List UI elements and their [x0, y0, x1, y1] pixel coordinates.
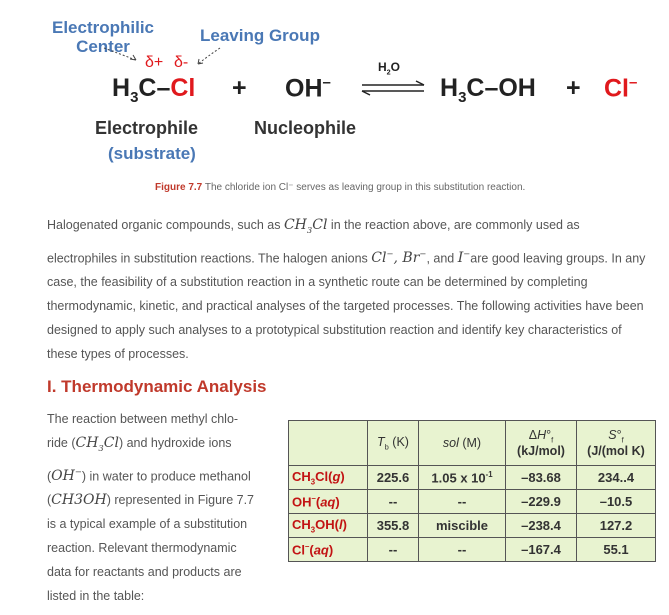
product-chloride: Cl– [604, 74, 638, 103]
species-ch3oh: $CH_3OH(l)$ [289, 514, 368, 538]
cell-sf: 127.2 [577, 514, 656, 538]
cell-tb: -- [368, 538, 419, 562]
section-text-4: ) represented in Figure 7.7 is a typical example of a substitution reaction. Relevant thermodynamic data for reactants and products are listed in the table: [47, 493, 254, 604]
section-text-1: The reaction between methyl chlo- ride ( [47, 412, 239, 450]
substrate-label: (substrate) [108, 144, 196, 163]
cell-sol: -- [419, 490, 506, 514]
section-text-2: ) and hydroxide ions ( [47, 436, 232, 484]
header-sol: sol (M) [419, 421, 506, 466]
plus-sign-2: + [566, 74, 581, 102]
cell-sol: 1.05 x $10^{-1}$ [419, 466, 506, 490]
reactant-hydroxide: OH– [285, 74, 331, 103]
thermodynamic-table [288, 420, 656, 562]
electrophilic-center-line1: Electrophilic [51, 18, 155, 37]
table-row [289, 514, 656, 538]
delta-minus: δ- [174, 54, 189, 71]
header-sf: $S^\circ_f$ (J/(mol K) [577, 421, 656, 466]
math-halogens: Cl−, Br− [371, 248, 427, 267]
cell-dhf: –83.68 [506, 466, 577, 490]
figure-label: Figure 7.7 [155, 182, 203, 193]
solvent-label: $H_2O$ [378, 60, 401, 77]
figure-caption [155, 182, 525, 193]
intro-text-b: in the reaction above, are commonly used as electrophiles in substitution reactions. The halogen anions [47, 218, 580, 266]
header-tb: $T_b$ (K) [368, 421, 419, 466]
cell-dhf: –167.4 [506, 538, 577, 562]
species-ch3cl: $CH_3Cl(g)$ [289, 466, 368, 490]
figure-caption-text: The chloride ion Cl⁻ serves as leaving group in this substitution reaction. [204, 182, 526, 193]
section-text [47, 407, 262, 608]
math-oh: OH− [51, 466, 82, 485]
cell-sol: -- [419, 538, 506, 562]
cell-dhf: –238.4 [506, 514, 577, 538]
species-oh: OH–(aq) [289, 490, 368, 514]
table-row [289, 490, 656, 514]
table-row [289, 538, 656, 562]
reactant-methyl-chloride: $H_3C-Cl$ [112, 74, 196, 106]
math-iodide: I− [457, 248, 471, 267]
product-methanol: $H_3C-OH$ [440, 74, 536, 106]
section-text-3: ) in water to produce methanol ( [47, 469, 251, 508]
cell-sf: 55.1 [577, 538, 656, 562]
nucleophile-label: Nucleophile [254, 118, 357, 138]
pointer-arrows [100, 44, 240, 74]
cell-sf: 234..4 [577, 466, 656, 490]
electrophilic-center-line2: Center [76, 37, 130, 56]
math-ch3oh: CH3OH [51, 492, 107, 509]
leaving-group-label: Leaving Group [200, 26, 320, 45]
cell-dhf: –229.9 [506, 490, 577, 514]
math-ch3cl: $CH_3Cl$ [283, 217, 328, 235]
delta-plus: δ+ [145, 54, 164, 71]
table-header-blank [289, 421, 368, 466]
plus-sign-1: + [232, 74, 247, 102]
section-heading: I. Thermodynamic Analysis [47, 377, 267, 396]
species-cl: Cl–(aq) [289, 538, 368, 562]
cell-tb: 355.8 [368, 514, 419, 538]
cell-sf: –10.5 [577, 490, 656, 514]
intro-text-a: Halogenated organic compounds, such as [47, 218, 284, 232]
cell-sol: miscible [419, 514, 506, 538]
header-dhf: $\Delta H^\circ_f$ (kJ/mol) [506, 421, 577, 466]
cell-tb: -- [368, 490, 419, 514]
math-ch3cl-2: $CH_3Cl$ [75, 435, 119, 453]
intro-text-c: , and [426, 251, 458, 266]
table-header-row [289, 421, 656, 466]
table-row [289, 466, 656, 490]
cell-tb: 225.6 [368, 466, 419, 490]
equilibrium-arrow [358, 80, 428, 96]
intro-paragraph [47, 213, 647, 366]
electrophile-label: Electrophile [95, 118, 199, 138]
intro-text-d: are good leaving groups. In any case, the feasibility of a substitution reaction in a synthetic route can be determined by completing thermodynamic, kinetic, and practical analyses of the targeted processes. The following activities have been designed to apply such analyses to a prototypical substitution reaction and identify key characteristics of these types of processes. [47, 251, 646, 362]
